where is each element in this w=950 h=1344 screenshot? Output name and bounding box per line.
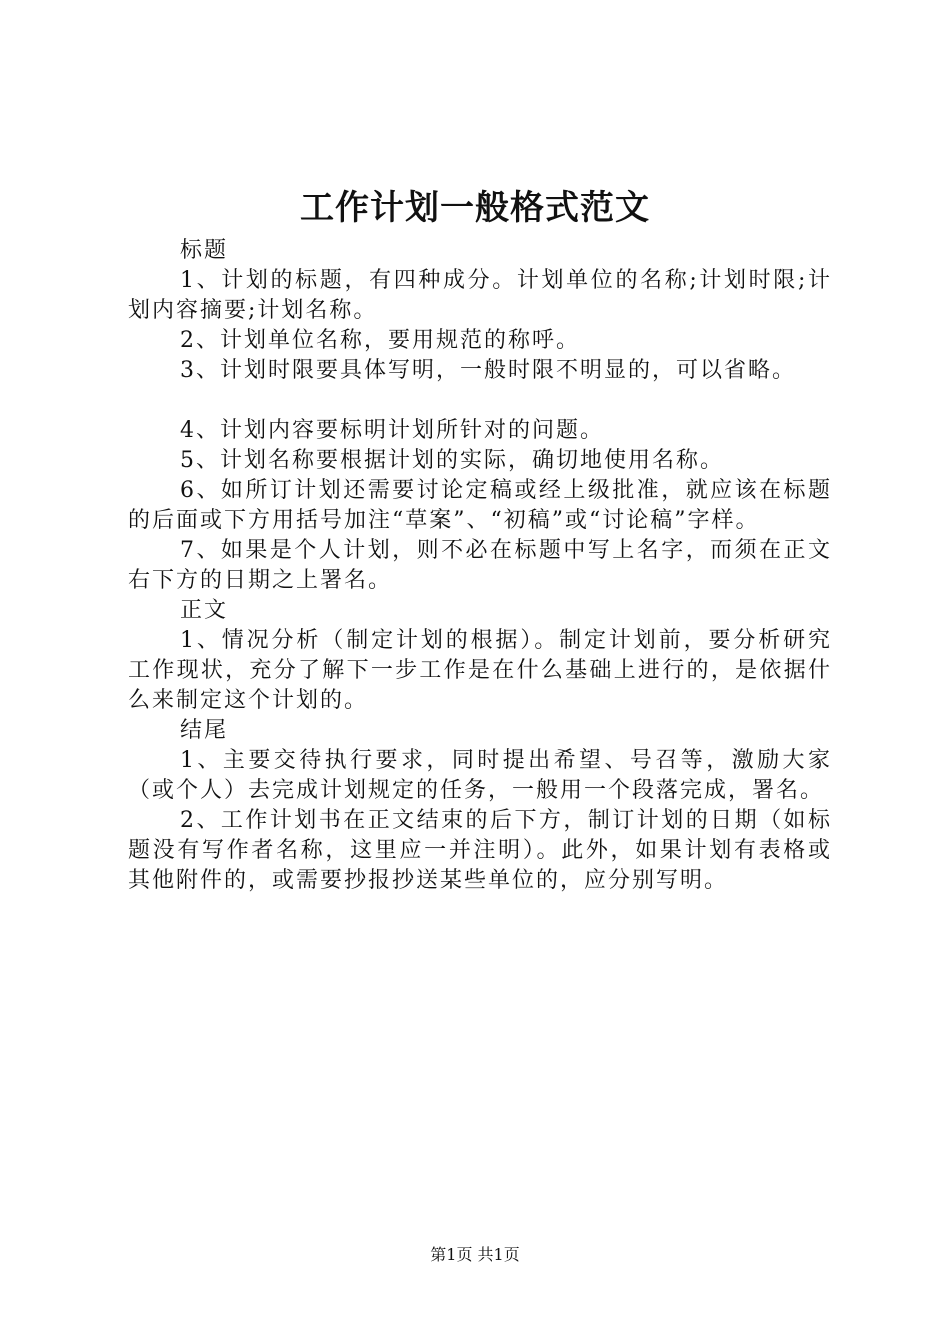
document-body [128, 236, 832, 896]
page-number-footer: 第1页 共1页 [430, 1245, 520, 1264]
section-heading-body: 正文 [180, 598, 229, 623]
paragraph: 5、计划名称要根据计划的实际，确切地使用名称。 [180, 448, 724, 473]
paragraph: 3、计划时限要具体写明，一般时限不明显的，可以省略。 [180, 358, 796, 383]
paragraph: 4、计划内容要标明计划所针对的问题。 [180, 418, 604, 443]
paragraph: 2、工作计划书在正文结束的后下方，制订计划的日期（如标题没有写作者名称，这里应一并注明）。此外，如果计划有表格或其他附件的，或需要抄报抄送某些单位的，应分别写明。 [128, 808, 832, 893]
section-heading-ending: 结尾 [180, 718, 229, 743]
paragraph: 2、计划单位名称，要用规范的称呼。 [180, 328, 580, 353]
paragraph: 6、如所订计划还需要讨论定稿或经上级批准，就应该在标题的后面或下方用括号加注“草案”、“初稿”或“讨论稿”字样。 [128, 478, 832, 533]
paragraph: 7、如果是个人计划，则不必在标题中写上名字，而须在正文右下方的日期之上署名。 [128, 538, 832, 593]
paragraph: 1、计划的标题，有四种成分。计划单位的名称;计划时限;计划内容摘要;计划名称。 [128, 268, 832, 323]
section-heading-title: 标题 [180, 238, 229, 263]
paragraph: 1、情况分析（制定计划的根据）。制定计划前，要分析研究工作现状，充分了解下一步工作是在什么基础上进行的，是依据什么来制定这个计划的。 [128, 628, 832, 713]
paragraph: 1、主要交待执行要求，同时提出希望、号召等，激励大家（或个人）去完成计划规定的任务，一般用一个段落完成，署名。 [128, 748, 832, 803]
document-title: 工作计划一般格式范文 [300, 188, 650, 228]
